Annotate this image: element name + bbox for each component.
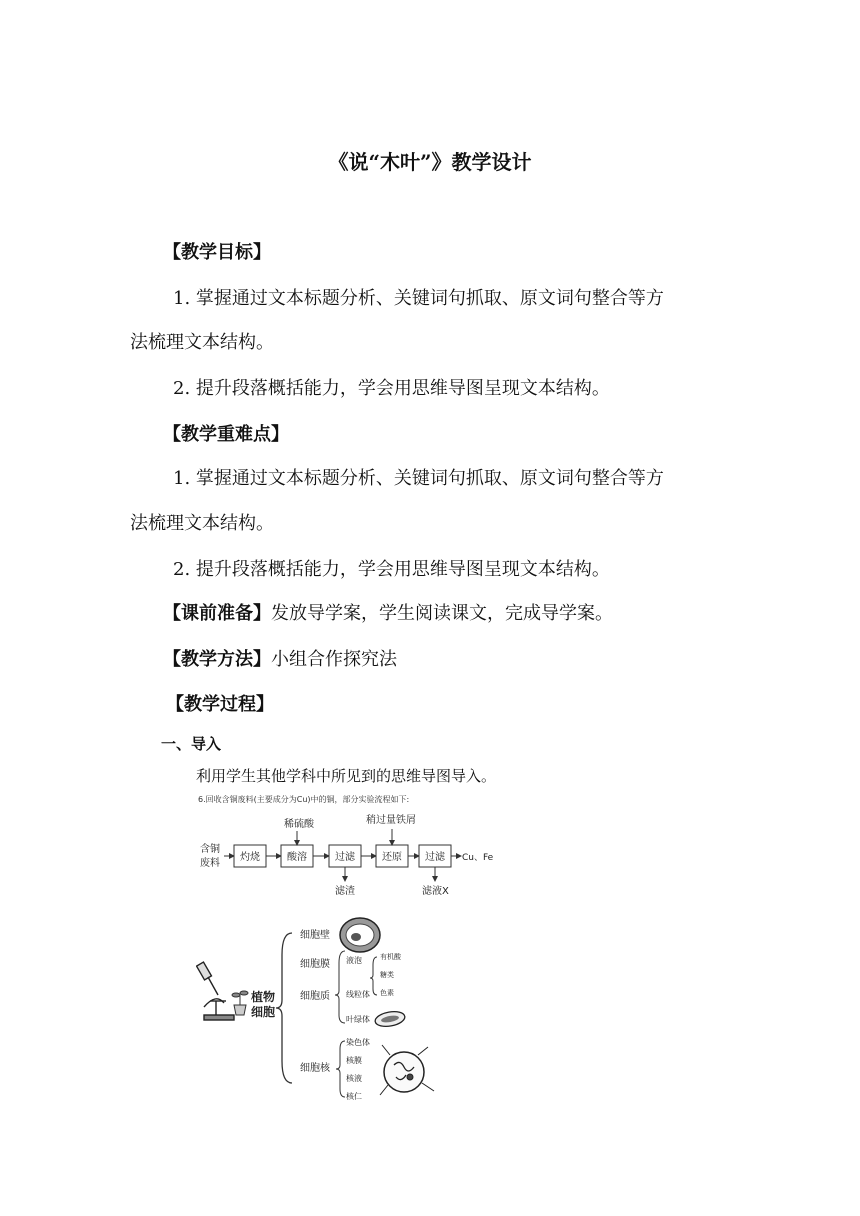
objectives-item-2: 2. 提升段落概括能力，学会用思维导图呈现文本结构。 bbox=[173, 378, 610, 399]
mindmap-nucleus-sap: 核液 bbox=[346, 1074, 362, 1083]
mindmap-branch-cell-wall: 细胞壁 bbox=[300, 930, 330, 941]
prep-label: 【课前准备】 bbox=[163, 603, 271, 624]
method-text: 小组合作探究法 bbox=[271, 649, 397, 670]
prep-line bbox=[163, 599, 613, 625]
page-title: 《说“木叶”》教学设计 bbox=[328, 150, 532, 174]
mindmap-cytoplasm-chloroplast: 叶绿体 bbox=[346, 1015, 370, 1024]
flowchart-box-burn-label: 灼烧 bbox=[240, 852, 260, 863]
flowchart-residue-1: 滤渣 bbox=[335, 886, 355, 897]
flowchart-reagent-2: 稍过量铁屑 bbox=[366, 815, 416, 826]
cell-wall-illustration bbox=[340, 918, 380, 952]
flowchart-output: Cu、Fe bbox=[462, 853, 494, 863]
key-points-item-1-line-1: 1. 掌握通过文本标题分析、关键词句抓取、原文词句整合等方 bbox=[173, 468, 664, 489]
mindmap-branch-cell-membrane: 细胞膜 bbox=[300, 959, 330, 970]
process-heading: 【教学过程】 bbox=[166, 694, 274, 715]
potted-plant-icon bbox=[232, 991, 248, 1015]
mindmap-vacuole-pigment: 色素 bbox=[380, 989, 394, 997]
mindmap-vacuole-organic-acid: 有机酸 bbox=[380, 953, 401, 961]
objectives-heading: 【教学目标】 bbox=[163, 242, 271, 263]
mindmap-branch-cytoplasm: 细胞质 bbox=[300, 991, 330, 1002]
nucleus-illustration bbox=[380, 1045, 434, 1095]
flowchart-box-acid-label: 酸溶 bbox=[287, 852, 307, 863]
mindmap-branch-nucleus: 细胞核 bbox=[300, 1063, 330, 1074]
flowchart-caption: 6.回收含铜废料(主要成分为Cu)中的铜，部分实验流程如下: bbox=[198, 795, 410, 804]
mindmap-nucleus-membrane: 核膜 bbox=[346, 1056, 362, 1065]
section-intro-text: 利用学生其他学科中所见到的思维导图导入。 bbox=[196, 767, 497, 785]
microscope-icon bbox=[197, 962, 234, 1020]
mindmap-nucleus-nucleolus: 核仁 bbox=[346, 1092, 362, 1101]
flowchart-box-filter-1-label: 过滤 bbox=[335, 852, 355, 863]
mindmap-cytoplasm-mitochondria: 线粒体 bbox=[346, 990, 370, 999]
mindmap-root-line-1: 植物 bbox=[251, 990, 276, 1004]
mindmap-root-line-2: 细胞 bbox=[251, 1005, 276, 1019]
flowchart-input-line-1: 含铜 bbox=[200, 844, 220, 855]
key-points-item-2: 2. 提升段落概括能力，学会用思维导图呈现文本结构。 bbox=[173, 559, 610, 580]
flowchart-box-reduce-label: 还原 bbox=[382, 852, 402, 863]
flowchart-input-line-2: 废料 bbox=[200, 858, 220, 869]
key-points-heading: 【教学重难点】 bbox=[163, 424, 289, 445]
mindmap-vacuole-sugar: 糖类 bbox=[380, 971, 394, 979]
section-intro-heading: 一、导入 bbox=[161, 735, 222, 753]
flowchart-box-filter-2-label: 过滤 bbox=[425, 852, 445, 863]
objectives-item-1-line-1: 1. 掌握通过文本标题分析、关键词句抓取、原文词句整合等方 bbox=[173, 288, 664, 309]
objectives-item-1-line-2: 法梳理文本结构。 bbox=[130, 332, 274, 353]
flowchart-residue-2: 滤液X bbox=[422, 886, 449, 897]
chloroplast-illustration bbox=[374, 1010, 406, 1029]
method-label: 【教学方法】 bbox=[163, 649, 271, 670]
mindmap-cytoplasm-vacuole: 液泡 bbox=[346, 956, 362, 965]
mindmap-nucleus-chromosome: 染色体 bbox=[346, 1038, 370, 1047]
key-points-item-1-line-2: 法梳理文本结构。 bbox=[130, 513, 274, 534]
prep-text: 发放导学案，学生阅读课文，完成导学案。 bbox=[271, 603, 613, 624]
method-line bbox=[163, 645, 397, 671]
chemistry-flowchart-figure bbox=[196, 793, 496, 911]
plant-cell-mindmap-figure bbox=[196, 915, 448, 1103]
flowchart-reagent-1: 稀硫酸 bbox=[284, 819, 314, 830]
